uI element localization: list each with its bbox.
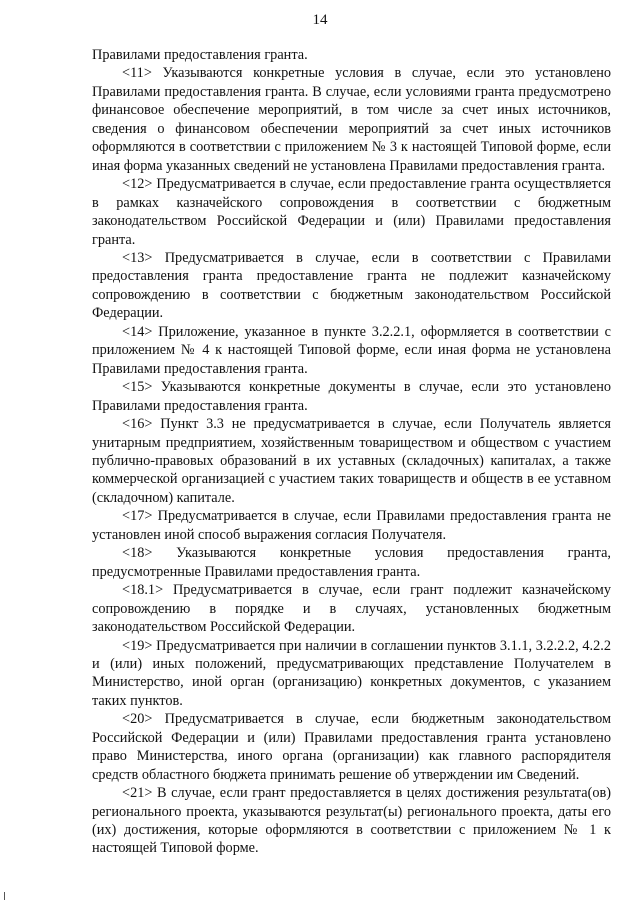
footnote-11: <11> Указываются конкретные условия в случае, если это установлено Правилами предоставления гранта. В случае, если условиями гранта предусмотрено финансовое обеспечение мероприятий, в том числе за счет иных источников, сведения о финансовом обеспечении мероприятий за счет иных источников оформляются в соответствии с приложением № 3 к настоящей Типовой форме, если иная форма указанных сведений не установлена Правилами предоставления гранта. [92, 65, 611, 174]
footnote-13: <13> Предусматривается в случае, если в соответствии с Правилами предоставления гранта предоставление гранта не подлежит казначейскому сопровождению в соответствии с бюджетным законодательством Российской Федерации. [92, 249, 611, 322]
footnote-12: <12> Предусматривается в случае, если предоставление гранта осуществляется в рамках казначейского сопровождения в соответствии с бюджетным законодательством Российской Федерации и (или) Правилами предоставления гранта. [92, 176, 611, 248]
footnote-17: <17> Предусматривается в случае, если Правилами предоставления гранта не установлен иной способ выражения согласия Получателя. [92, 508, 611, 543]
footnote-20: <20> Предусматривается в случае, если бюджетным законодательством Российской Федерации и (или) Правилами предоставления гранта установлено право Министерства, иного органа (организации) как главного распорядителя средств областного бюджета принимать решение об утверждении им Сведений. [92, 711, 611, 783]
footnote-15: <15> Указываются конкретные документы в случае, если это установлено Правилами предоставления гранта. [92, 379, 611, 414]
scan-artifact-mark [4, 892, 5, 900]
paragraph-continuation: Правилами предоставления гранта. [92, 47, 308, 63]
footnote-16: <16> Пункт 3.3 не предусматривается в случае, если Получатель является унитарным предприятием, хозяйственным товариществом и обществом с участием публично-правовых образований в их уставных (складочных) капиталах, а также коммерческой организацией с участием таких товариществ и обществ в ее уставном (складочном) капитале. [92, 416, 611, 506]
footnotes-text [92, 46, 611, 858]
page-number: 14 [312, 12, 328, 28]
footnote-18-1: <18.1> Предусматривается в случае, если грант подлежит казначейскому сопровождению в порядке и в случаях, установленных бюджетным законодательством Российской Федерации. [92, 582, 611, 636]
footnote-14: <14> Приложение, указанное в пункте 3.2.2.1, оформляется в соответствии с приложением № 4 к настоящей Типовой форме, если иная форма не установлена Правилами предоставления гранта. [92, 323, 611, 377]
footnote-18: <18> Указываются конкретные условия предоставления гранта, предусмотренные Правилами предоставления гранта. [92, 545, 611, 580]
footnote-21: <21> В случае, если грант предоставляется в целях достижения результата(ов) регионального проекта, указываются результат(ы) регионального проекта, даты его (их) достижения, которые оформляются в соответствии с приложением № 1 к настоящей Типовой форме. [92, 785, 611, 857]
footnote-19: <19> Предусматривается при наличии в соглашении пунктов 3.1.1, 3.2.2.2, 4.2.2 и (или) иных положений, предусматривающих представление Получателем в Министерство, иной орган (организацию) конкретных документов, с указанием таких пунктов. [92, 637, 611, 709]
